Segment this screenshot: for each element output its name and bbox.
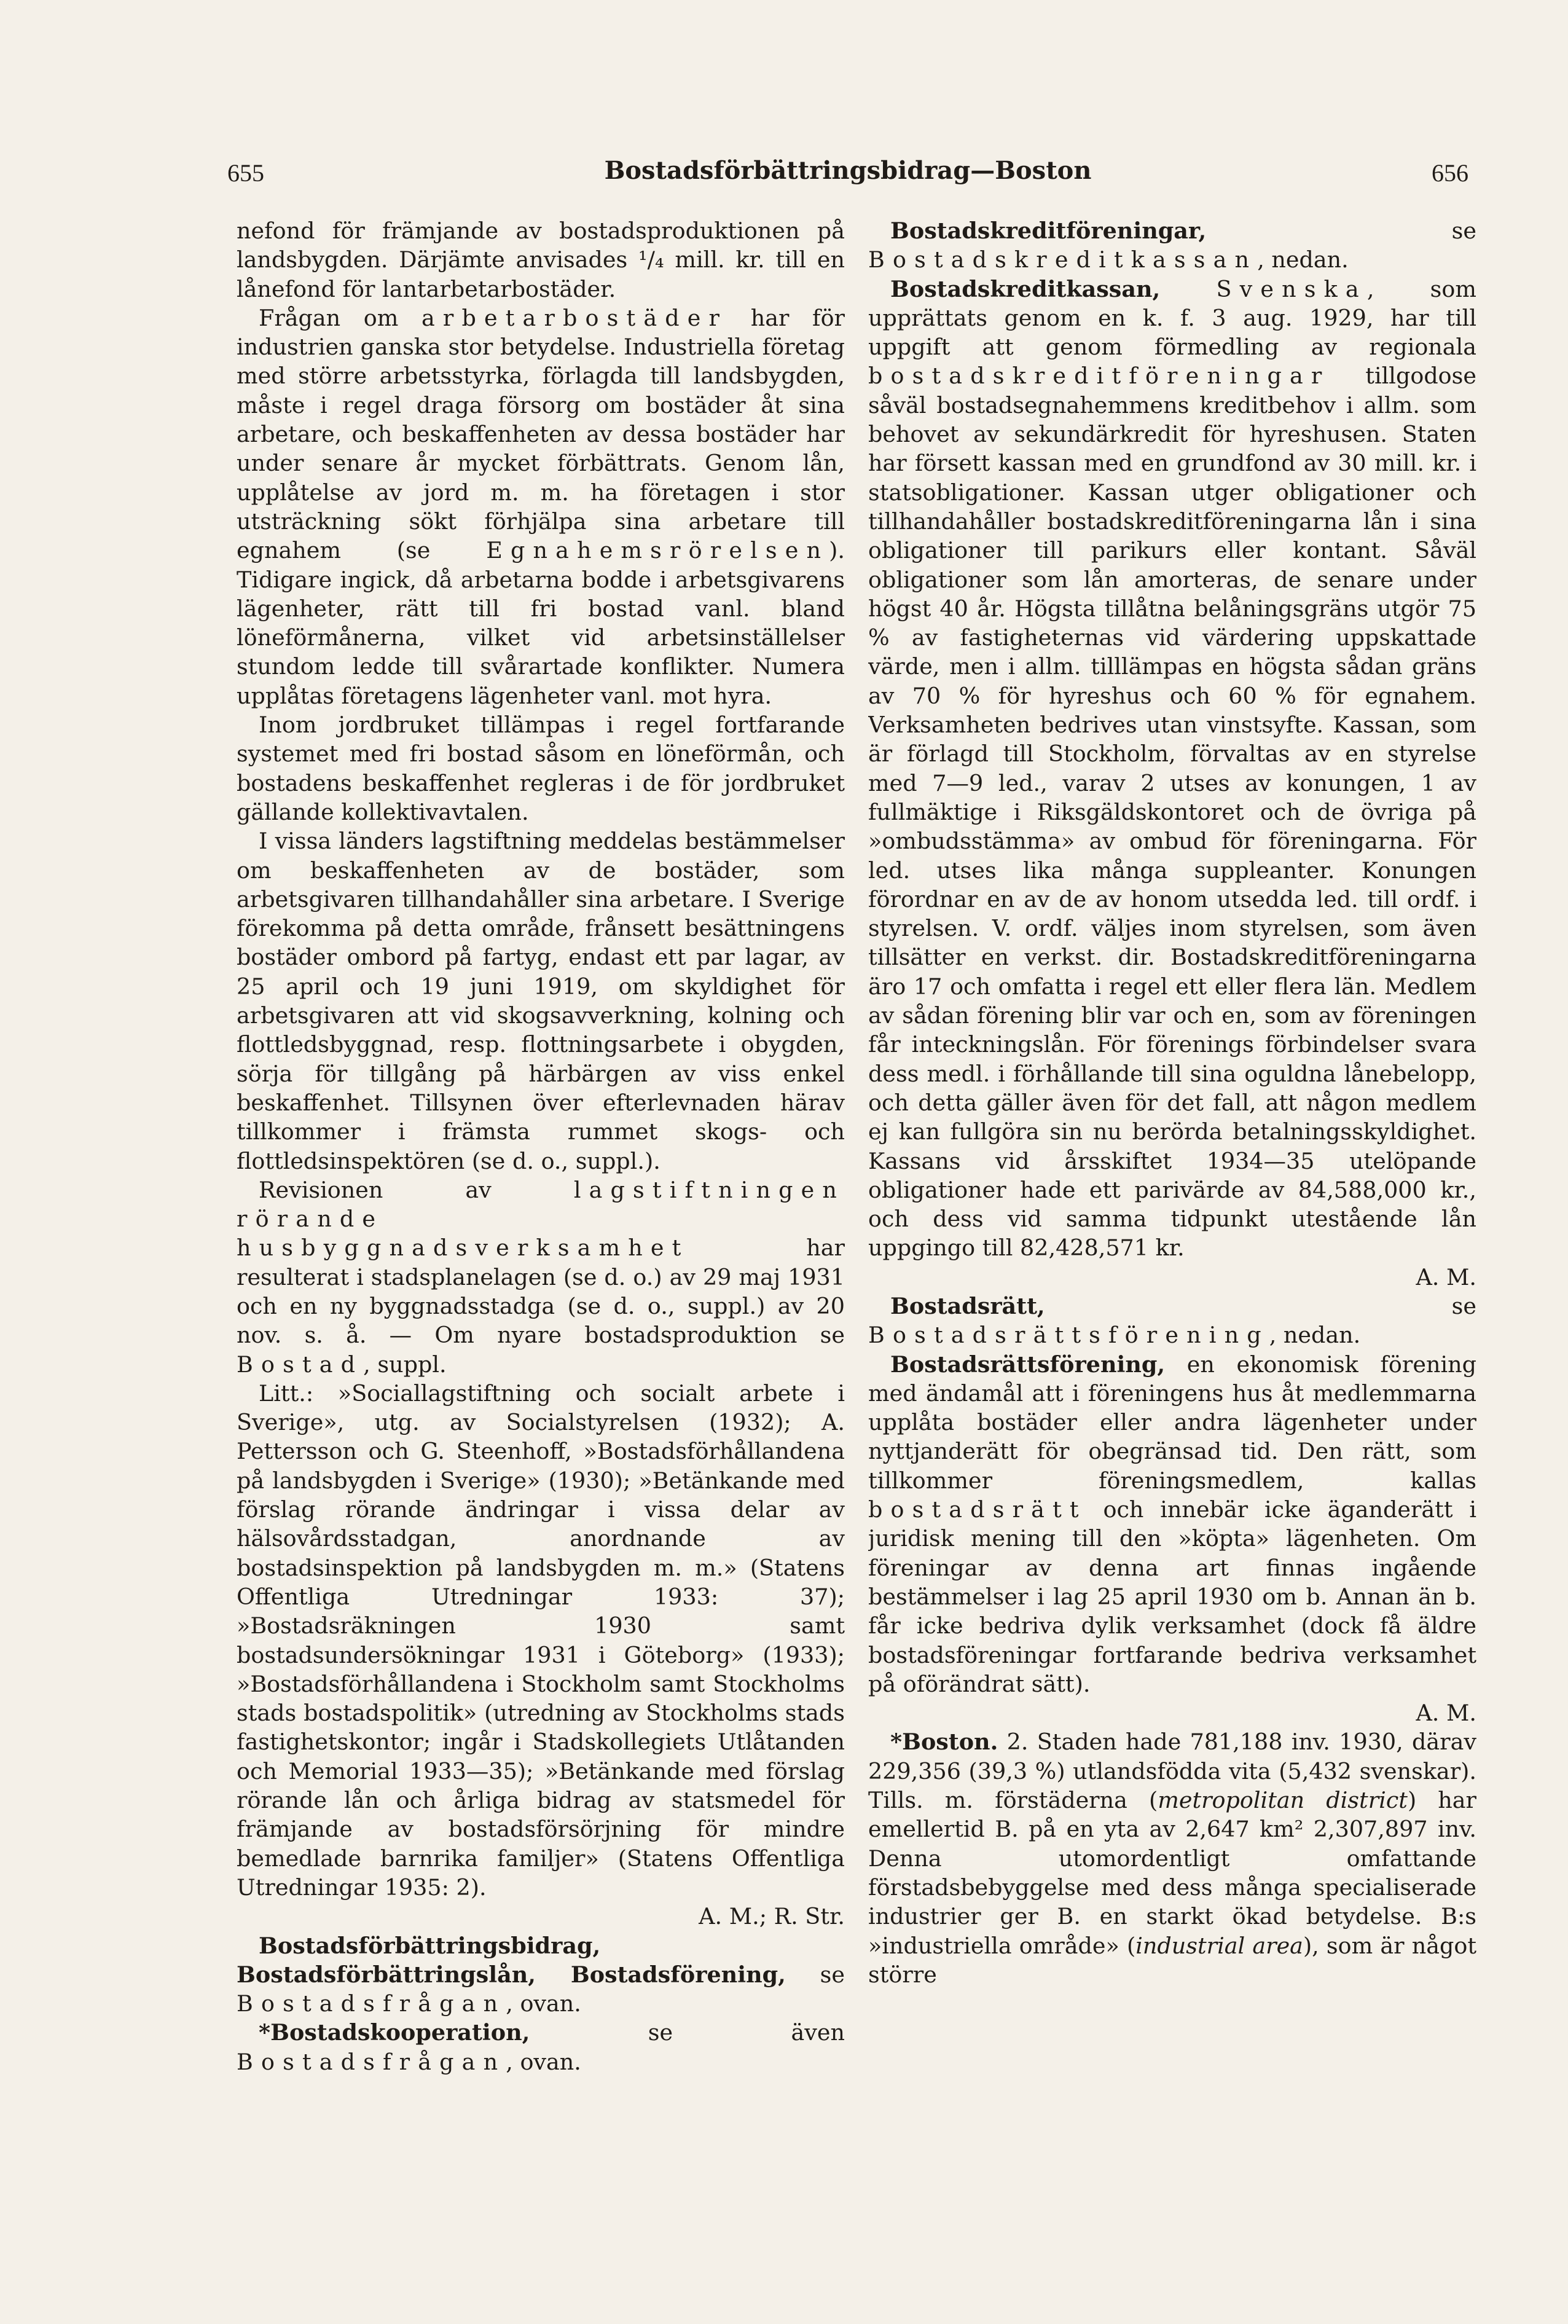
- page-number-right: 656: [1432, 159, 1468, 187]
- text-run: 2. Staden hade 781,188 inv. 1930, därav 229,356 (39,3 %) utlandsfödda vita (5,432 svenskar). Tills. m. förstäderna (: [868, 1729, 1476, 1814]
- text-run: , suppl.: [363, 1351, 447, 1378]
- paragraph: [237, 1176, 845, 1379]
- paragraph: [237, 216, 845, 304]
- text-run: lagstiftningen rörande husbyggnadsverksamhet: [237, 1176, 845, 1262]
- entry-headword: Bostadskreditkassan,: [890, 275, 1161, 302]
- paragraph: [237, 2018, 845, 2076]
- text-run: , som upprättats genom en k. f. 3 aug. 1929, har till uppgift att genom förmedling av regionala: [868, 275, 1476, 361]
- text-run: Egnahemsrörelsen: [486, 537, 829, 564]
- text-run: , nedan.: [1257, 246, 1349, 273]
- signature: A. M.: [1416, 1700, 1476, 1727]
- text-run: Bostadskreditkassan: [868, 246, 1258, 273]
- text-run: ) har emellertid B. på en yta av 2,647 km² 2,307,897 inv. Denna utomordentligt omfattande förstadsbebyggelse med dess många specialiserade industrier ger B. en starkt ökad betydelse. B:s »industriella område» (: [868, 1787, 1476, 1959]
- text-run: , nedan.: [1269, 1322, 1361, 1349]
- text-run: Bostadsfrågan: [237, 1990, 506, 2017]
- paragraph: [237, 826, 845, 1176]
- entry-headword: *Bostadskooperation,: [259, 2019, 530, 2046]
- text-run: Litt.: »Sociallagstiftning och socialt arbete i Sverige», utg. av Socialstyrelsen (1932); A. Pettersson och G. Steenhoff, »Bostadsförhållandena på landsbygden i Sverige» (1930); »Betänkande med förslag rörande ändringar i vissa delar av hälsovårdsstadgan, anordnande av bostadsinspektion på landsbygden m. m.» (Statens Offentliga Utredningar 1933: 37); »Bostadsräkningen 1930 samt bostadsundersökningar 1931 i Göteborg» (1933); »Bostadsförhållandena i Stockholm samt Stockholms stads bostadspolitik» (utredning av Stockholms stads fastighetskontor; ingår i Stadskollegiets Utlåtanden och Memorial 1933—35); »Betänkande med förslag rörande lån och årliga bidrag av statsmedel för främjande av bostadsförsörjning för mindre bemedlade barnrika familjer» (Statens Offentliga Utredningar 1935: 2).: [237, 1380, 845, 1901]
- paragraph: [237, 1931, 845, 2019]
- text-run: metropolitan district: [1158, 1787, 1408, 1814]
- entry-headword: Bostadskreditföreningar,: [890, 218, 1207, 244]
- text-run: Inom jordbruket tillämpas i regel fortfarande systemet med fri bostad såsom en löneförmån, och bostadens beskaffenhet regleras i de för jordbruket gällande kollektivavtalen.: [237, 712, 845, 825]
- paragraph: [868, 1350, 1476, 1728]
- text-run: och innebär icke äganderätt i juridisk mening till den »köpta» lägenheten. Om föreningar av denna art finnas ingående bestämmelser i lag 25 april 1930 om b. Annan än b. får icke bedriva dylik verksamhet (dock få äldre bostadsföreningar fortfarande bedriva verksamhet på oförändrat sätt).: [868, 1496, 1476, 1697]
- text-run: Bostad: [237, 1351, 364, 1378]
- text-run: se: [1206, 218, 1476, 244]
- text-run: bostadskreditföreningar: [868, 363, 1330, 390]
- right-column: [868, 216, 1476, 2183]
- text-run: en ekonomisk förening med ändamål att i föreningens hus åt medlemmarna upplåta bostäder eller andra lägenheter under nyttjanderätt för obegränsad tid. Den rätt, som tillkommer föreningsmedlem, kallas: [868, 1351, 1476, 1494]
- page-number-left: 655: [227, 159, 264, 187]
- text-run: arbetarbostäder: [421, 304, 728, 331]
- text-run: nefond för främjande av bostadsproduktionen på landsbygden. Därjämte anvisades ¹/₄ mill. kr. till en lånefond för lantarbetarbostäder.: [237, 218, 845, 302]
- text-run: industrial area: [1135, 1932, 1303, 1959]
- paragraph: [868, 275, 1476, 1292]
- entry-headword: *Boston.: [890, 1729, 998, 1756]
- entry-headword: Bostadsförbättringsbidrag, Bostadsförbättringslån, Bostadsförening,: [237, 1932, 786, 1988]
- text-run: Revisionen av: [259, 1176, 574, 1203]
- entry-headword: Bostadsrättsförening,: [890, 1351, 1166, 1378]
- text-run: Bostadsfrågan: [237, 2048, 506, 2075]
- text-run: ), som är något större: [868, 1932, 1476, 1988]
- text-run: har resulterat i stadsplanelagen (se d. o.) av 29 maj 1931 och en ny byggnadsstadga (se d. o., suppl.) av 20 nov. s. å. — Om nyare bostadsproduktion se: [237, 1235, 845, 1349]
- paragraph: [868, 1727, 1476, 1989]
- paragraph: [237, 1379, 845, 1931]
- text-run: har för industrien ganska stor betydelse. Industriella företag med större arbetsstyrka, förlagda till landsbygden, måste i regel draga försorg om bostäder åt sina arbetare, och beskaffenheten av dessa bostäder har under senare år mycket förbättrats. Genom lån, upplåtelse av jord m. m. ha företagen i stor utsträckning sökt förhjälpa sina arbetare till egnahem (se: [237, 304, 845, 564]
- left-column: [237, 216, 845, 2183]
- text-run: Bostadsrättsförening: [868, 1322, 1269, 1349]
- text-run: , ovan.: [506, 2048, 581, 2075]
- paragraph: [868, 216, 1476, 275]
- paragraph: [237, 304, 845, 710]
- entry-headword: Bostadsrätt,: [890, 1292, 1045, 1319]
- paragraph: [868, 1292, 1476, 1350]
- text-run: se: [1045, 1292, 1476, 1319]
- text-run: se: [785, 1961, 845, 1988]
- text-run: I vissa länders lagstiftning meddelas bestämmelser om beskaffenheten av de bostäder, som arbetsgivaren tillhandahåller sina arbetare. I Sverige förekomma på detta område, frånsett besättningens bostäder ombord på fartyg, endast ett par lagar, av 25 april och 19 juni 1919, om skyldighet för arbetsgivaren att vid skogsavverkning, kolning och flottledsbyggnad, resp. flottningsarbete i obygden, sörja för tillgång på härbärgen av viss enkel beskaffenhet. Tillsynen över efterlevnaden härav tillkommer i främsta rummet skogs- och flottledsinspektören (se d. o., suppl.).: [237, 828, 845, 1174]
- paragraph: [237, 710, 845, 826]
- text-run: bostadsrätt: [868, 1496, 1087, 1523]
- text-run: se även: [530, 2019, 845, 2046]
- text-run: , ovan.: [506, 1990, 581, 2017]
- page-header: [227, 154, 1468, 203]
- signature: A. M.: [1416, 1263, 1476, 1290]
- running-title: Bostadsförbättringsbidrag—Boston: [604, 156, 1092, 185]
- text-run: [1160, 276, 1216, 302]
- text-run: Frågan om: [259, 304, 422, 331]
- text-run: Svenska: [1216, 275, 1367, 302]
- signature: A. M.; R. Str.: [699, 1903, 845, 1930]
- text-run: ). Tidigare ingick, då arbetarna bodde i arbetsgivarens lägenheter, rätt till fri bostad vanl. bland löneförmånerna, vilket vid arbetsinställelser stundom ledde till svårartade konflikter. Numera upplåtas företagens lägenheter vanl. mot hyra.: [237, 537, 845, 709]
- text-run: tillgodose såväl bostadsegnahemmens kreditbehov i allm. som behovet av sekundärkredit för hyreshusen. Staten har försett kassan med en grundfond av 30 mill. kr. i statsobligationer. Kassan utger obligationer och tillhandahåller bostadskreditföreningarna lån i sina obligationer till parikurs eller kontant. Såväl obligationer som lån amorteras, de senare under högst 40 år. Högsta tillåtna belåningsgräns utgör 75 % av fastigheternas vid värdering uppskattade värde, men i allm. tilllämpas en högsta sådan gräns av 70 % för hyreshus och 60 % för egnahem. Verksamheten bedrives utan vinstsyfte. Kassan, som är förlagd till Stockholm, förvaltas av en styrelse med 7—9 led., varav 2 utses av konungen, 1 av fullmäktige i Riksgäldskontoret och de övriga på »ombudsstämma» av ombud för föreningarna. För led. utses lika många suppleanter. Konungen förordnar en av de av honom utsedda led. till ordf. i styrelsen. V. ordf. väljes inom styrelsen, som även tillsätter en verkst. dir. Bostadskreditföreningarna äro 17 och omfatta i regel ett eller flera län. Medlem av sådan förening blir var och en, som av föreningen får inteckningslån. För förenings förbindelser svara dess medl. i förhållande till sina oguldna lånebelopp, och detta gäller även för det fall, att någon medlem ej kan fullgöra sin nu berörda betalningsskyldighet. Kassans vid årsskiftet 1934—35 utelöpande obligationer hade ett parivärde av 84,588,000 kr., och dess vid samma tidpunkt utestående lån uppgingo till 82,428,571 kr.: [868, 363, 1476, 1262]
